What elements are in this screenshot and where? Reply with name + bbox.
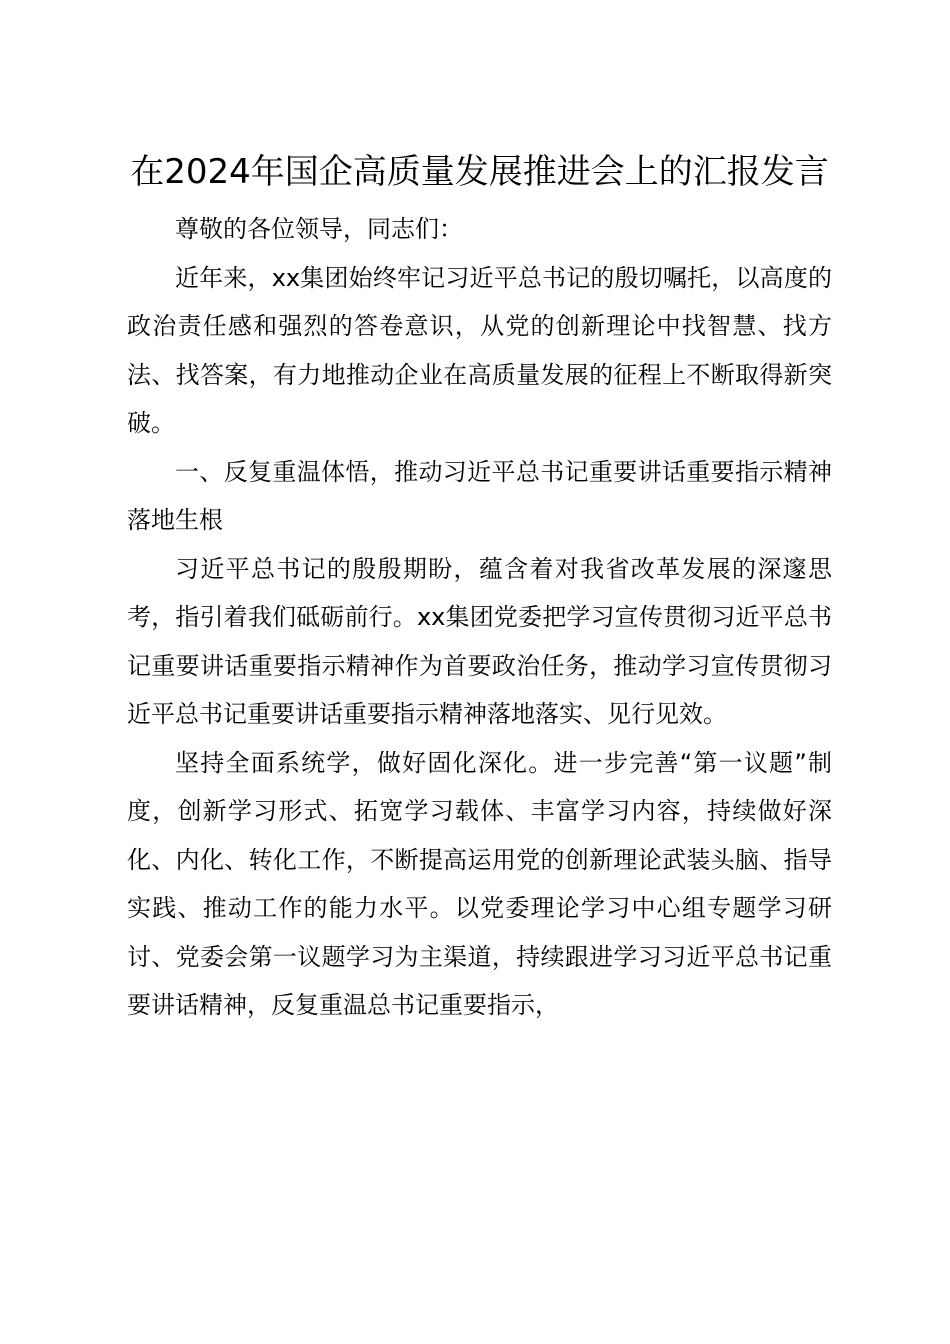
salutation: 尊敬的各位领导，同志们： [175, 215, 463, 243]
paragraph-intro: 近年来，xx集团始终牢记习近平总书记的殷切嘱托，以高度的政治责任感和强烈的答卷意识，从党的创新理论中找智慧、找方法、找答案，有力地推动企业在高质量发展的征程上不断取得新突破。 [127, 263, 832, 437]
paragraph-section-1: 习近平总书记的殷殷期盼，蕴含着对我省改革发展的深邃思考，指引着我们砥砺前行。xx集团党委把学习宣传贯彻习近平总书记重要讲话重要指示精神作为首要政治任务，推动学习宣传贯彻习近平总书记重要讲话重要指示精神落地落实、见行见效。 [127, 554, 832, 728]
section-heading-1: 一、反复重温体悟，推动习近平总书记重要讲话重要指示精神落地生根 [127, 457, 832, 534]
paragraph-study: 坚持全面系统学，做好固化深化。进一步完善“第一议题”制度，创新学习形式、拓宽学习载体、丰富学习内容，持续做好深化、内化、转化工作，不断提高运用党的创新理论武装头脑、指导实践、推动工作的能力水平。以党委理论学习中心组专题学习研讨、党委会第一议题学习为主渠道，持续跟进学习习近平总书记重要讲话精神，反复重温总书记重要指示， [127, 748, 832, 1019]
document-title: 在2024年国企高质量发展推进会上的汇报发言 [130, 152, 829, 192]
document-body [127, 150, 832, 1030]
